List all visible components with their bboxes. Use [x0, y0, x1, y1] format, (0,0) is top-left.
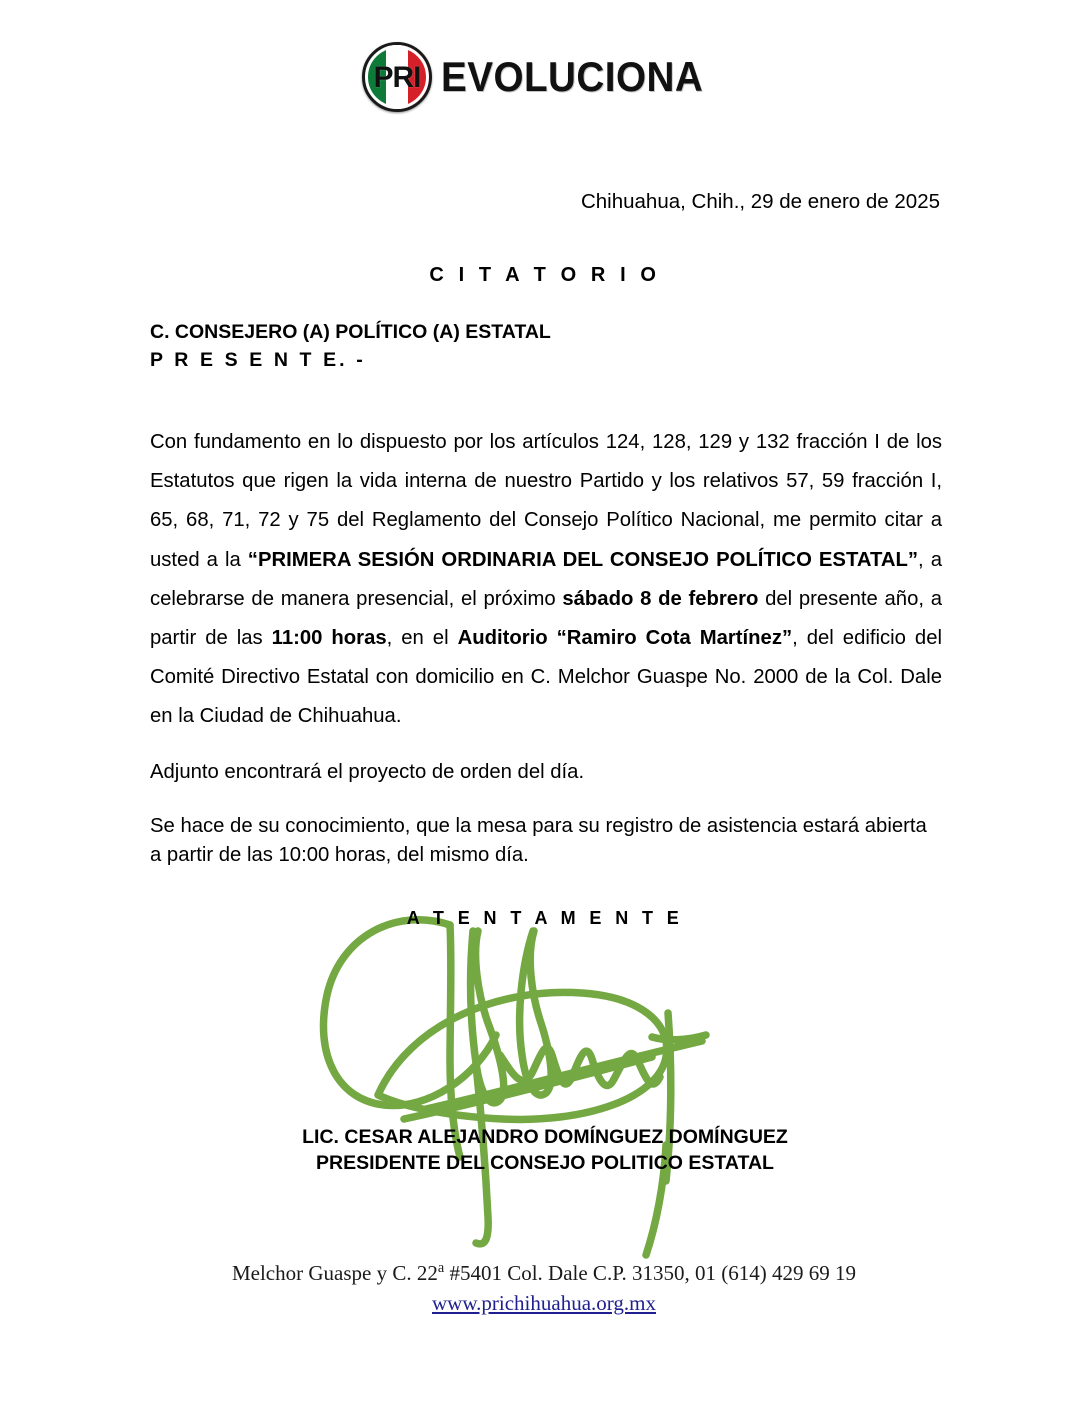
session-time: 11:00 horas	[271, 626, 387, 649]
body-after-venue: , del edificio del Comité Directivo Estatal con domicilio en C. Melchor Guaspe No. 2000 de la Col. Dale en la Ciudad de Chihuahua.	[150, 626, 942, 728]
footer	[0, 1258, 1088, 1319]
footer-address-prefix: Melchor Guaspe y C. 22	[231, 1261, 438, 1285]
signer-name: LIC. CESAR ALEJANDRO DOMÍNGUEZ DOMÍNGUEZ	[302, 1126, 788, 1148]
body-intro: Con fundamento en lo dispuesto por los artículos 124, 128, 129 y 132 fracción I de los Estatutos que rigen la vida interna de nuestro Partido y los relativos 57, 59 fracción I, 65, 68, 71, 72 y 75 del Reglamento del Consejo Político Nacional, me permito citar a usted a la	[150, 431, 942, 571]
body-paragraph-agenda: Adjunto encontrará el proyecto de orden del día.	[150, 761, 585, 783]
session-name: “PRIMERA SESIÓN ORDINARIA DEL CONSEJO POLÍTICO ESTATAL”	[247, 548, 919, 571]
signer-title: PRESIDENTE DEL CONSEJO POLITICO ESTATAL	[316, 1152, 774, 1175]
evoluciona-wordmark: EVOLUCIONA	[440, 53, 704, 100]
footer-address	[0, 1258, 1088, 1288]
logo-wrap	[362, 42, 726, 112]
footer-address-sup: a	[437, 1260, 445, 1276]
body-paragraph-registration: Se hace de su conocimiento, que la mesa para su registro de asistencia estará abierta a partir de las 10:00 horas, del mismo día.	[150, 815, 927, 867]
letterhead-logo	[0, 42, 1088, 112]
closing-salutation: A T E N T A M E N T E	[406, 908, 684, 928]
body-after-date: del presente año, a partir de las	[150, 587, 942, 649]
body-after-session: , a celebrarse de manera presencial, el próximo	[150, 548, 942, 610]
addressee-line-1: C. CONSEJERO (A) POLÍTICO (A) ESTATAL	[150, 321, 551, 343]
session-venue: Auditorio “Ramiro Cota Martínez”	[457, 626, 793, 649]
pri-letters: PRI	[373, 61, 421, 94]
body-after-time: , en el	[386, 626, 458, 649]
footer-address-suffix: #5401 Col. Dale C.P. 31350, 01 (614) 429 69 19	[444, 1261, 857, 1285]
date-line: Chihuahua, Chih., 29 de enero de 2025	[580, 190, 940, 213]
session-date: sábado 8 de febrero	[562, 587, 759, 610]
addressee-line-2: P R E S E N T E. -	[150, 349, 366, 372]
handwritten-signature-icon	[300, 895, 760, 1265]
addressee-block	[150, 318, 940, 375]
page-title: C I T A T O R I O	[429, 264, 661, 286]
signer-block	[150, 1124, 940, 1177]
body-paragraph-main	[150, 423, 942, 736]
website-link[interactable]: www.prichihuahua.org.mx	[432, 1291, 656, 1316]
pri-circle-flag-icon	[362, 42, 432, 112]
